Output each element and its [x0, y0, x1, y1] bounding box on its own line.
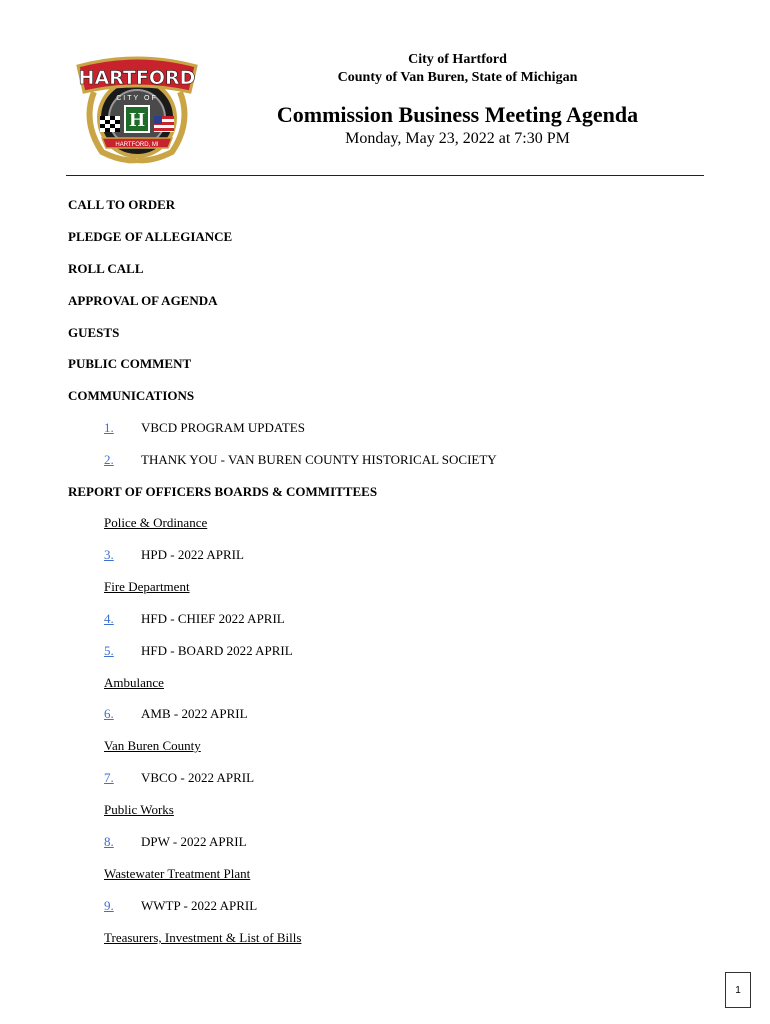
- agenda-item: [104, 611, 285, 627]
- header-divider: [66, 175, 704, 176]
- subsection-fire: Fire Department: [104, 579, 190, 594]
- agenda-item: [104, 898, 257, 914]
- logo-ring-text: CITY OF: [116, 95, 158, 102]
- item-text: HFD - BOARD 2022 APRIL: [141, 643, 293, 658]
- item-text: HPD - 2022 APRIL: [141, 547, 244, 562]
- subsection-public-works: Public Works: [104, 802, 174, 817]
- subsection-ambulance: Ambulance: [104, 675, 164, 690]
- subsection-wwtp: Wastewater Treatment Plant: [104, 866, 251, 881]
- section-public-comment: PUBLIC COMMENT: [68, 356, 192, 371]
- section-call-to-order: CALL TO ORDER: [68, 197, 176, 212]
- item-link[interactable]: 3.: [104, 547, 114, 562]
- item-text: VBCD PROGRAM UPDATES: [141, 420, 305, 435]
- section-pledge: PLEDGE OF ALLEGIANCE: [68, 229, 233, 244]
- logo-ribbon: HARTFORD, MI: [115, 142, 159, 148]
- agenda-item: [104, 452, 497, 468]
- item-link[interactable]: 9.: [104, 898, 114, 913]
- agenda-item: [104, 706, 248, 722]
- item-link[interactable]: 6.: [104, 706, 114, 721]
- agenda-item: [104, 420, 305, 436]
- subsection-van-buren-county: Van Buren County: [104, 738, 201, 753]
- section-roll-call: ROLL CALL: [68, 261, 144, 276]
- item-text: THANK YOU - VAN BUREN COUNTY HISTORICAL SOCIETY: [141, 452, 497, 467]
- item-link[interactable]: 5.: [104, 643, 114, 658]
- item-link[interactable]: 4.: [104, 611, 114, 626]
- subsection-treasurers: Treasurers, Investment & List of Bills: [104, 930, 302, 945]
- logo-title: HARTFORD: [78, 67, 196, 89]
- item-text: DPW - 2022 APRIL: [141, 834, 247, 849]
- page-number: 1: [725, 972, 751, 1008]
- item-text: HFD - CHIEF 2022 APRIL: [141, 611, 285, 626]
- agenda-item: [104, 643, 293, 659]
- logo-emblem: H: [129, 109, 145, 131]
- item-text: WWTP - 2022 APRIL: [141, 898, 258, 913]
- section-guests: GUESTS: [68, 325, 120, 340]
- page-title: Commission Business Meeting Agenda: [276, 102, 639, 127]
- section-communications: COMMUNICATIONS: [68, 388, 195, 403]
- item-link[interactable]: 2.: [104, 452, 114, 467]
- subsection-police: Police & Ordinance: [104, 515, 208, 530]
- header-county: County of Van Buren, State of Michigan: [337, 70, 578, 85]
- city-logo: [72, 52, 202, 164]
- section-approval-of-agenda: APPROVAL OF AGENDA: [68, 293, 218, 308]
- item-text: AMB - 2022 APRIL: [141, 706, 248, 721]
- item-link[interactable]: 1.: [104, 420, 114, 435]
- agenda-item: [104, 547, 244, 563]
- item-link[interactable]: 8.: [104, 834, 114, 849]
- agenda-item: [104, 834, 247, 850]
- item-link[interactable]: 7.: [104, 770, 114, 785]
- agenda-item: [104, 770, 254, 786]
- header-city: City of Hartford: [408, 52, 507, 67]
- item-text: VBCO - 2022 APRIL: [141, 770, 255, 785]
- section-reports: REPORT OF OFFICERS BOARDS & COMMITTEES: [68, 484, 378, 499]
- meeting-datetime: Monday, May 23, 2022 at 7:30 PM: [345, 130, 570, 147]
